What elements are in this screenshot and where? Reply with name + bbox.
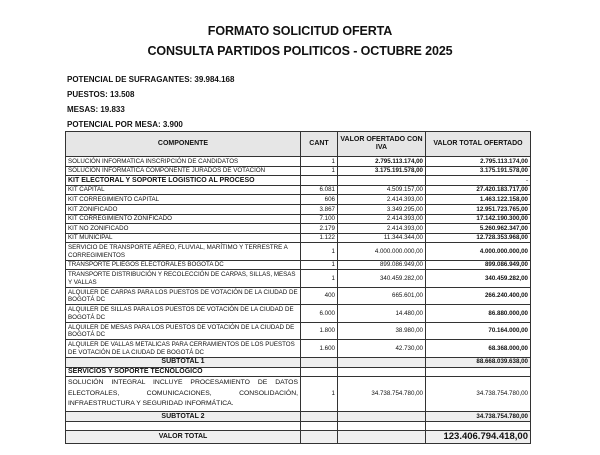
cell-total: 4.000.000.000,00 [426,243,531,261]
cell-componente: SOLUCIÓN INFORMATICA COMPONENTE JURADOS DE VOTACIÓN [66,166,301,176]
cell-total: 899.086.949,00 [426,260,531,270]
subtotal-1-label: SUBTOTAL 1 [66,357,301,367]
section-total: - [426,176,531,186]
table-row [66,340,531,358]
cell-total: 86.880.000,00 [426,305,531,323]
cell-valor: 2.414.393,00 [338,195,426,205]
subtotal-2-row [66,412,531,422]
offer-table [65,131,531,444]
puestos: PUESTOS: 13.508 [67,90,135,99]
column-header-valor-total: VALOR TOTAL OFERTADO [426,132,531,157]
cell-cant: 1.600 [301,340,338,358]
table-row [66,166,531,176]
cell-total: 5.260.962.347,00 [426,224,531,234]
cell-cant: 1 [301,166,338,176]
cell-componente: KIT ZONIFICADO [66,204,301,214]
cell-total: 17.142.190.300,00 [426,214,531,224]
cell-componente: ALQUILER DE VALLAS METALICAS PARA CERRAMIENTOS DE LOS PUESTOS DE VOTACIÓN DE LA CIUDAD DE BOGOTÁ DC [66,340,301,358]
table-row [66,270,531,288]
cell-cant: 1.800 [301,322,338,340]
table-row [66,195,531,205]
table-row [66,260,531,270]
cell-componente: ALQUILER DE MESAS PARA LOS PUESTOS DE VOTACIÓN DE LA CIUDAD DE BOGOTÁ DC [66,322,301,340]
potencial-por-mesa: POTENCIAL POR MESA: 3.900 [67,120,183,129]
mesas: MESAS: 19.833 [67,105,125,114]
cell-valor: 4.000.000.000,00 [338,243,426,261]
section-row-kit-electoral [66,176,531,186]
potencial-sufragantes: POTENCIAL DE SUFRAGANTES: 39.984.168 [67,75,235,84]
cell-componente: KIT CORREGIMIENTO ZONIFICADO [66,214,301,224]
cell-valor: 340.459.282,00 [338,270,426,288]
cell-componente: ALQUILER DE SILLAS PARA LOS PUESTOS DE VOTACIÓN DE LA CIUDAD DE BOGOTÁ DC [66,305,301,323]
cell-valor: 42.730,00 [338,340,426,358]
cell-cant: 1 [301,377,338,412]
cell-valor: 899.086.949,00 [338,260,426,270]
cell-componente: SOLUCIÓN INTEGRAL INCLUYE PROCESAMIENTO DE DATOS ELECTORALES, COMUNICACIONES, CONSOLIDACIÓN, INFRAESTRUCTURA Y SEGURIDAD INFORMÁTICA. [66,377,301,412]
cell-componente: ALQUILER DE CARPAS PARA LOS PUESTOS DE VOTACIÓN DE LA CIUDAD DE BOGOTÁ DC [66,287,301,305]
cell-componente: KIT CAPITAL [66,185,301,195]
table-header-row [66,132,531,157]
column-header-cant: CANT [301,132,338,157]
cell-componente: KIT MUNICIPAL [66,233,301,243]
cell-valor: 14.480,00 [338,305,426,323]
cell-cant: 1 [301,260,338,270]
cell-total: 70.164.000,00 [426,322,531,340]
cell-valor: 3.175.191.578,00 [338,166,426,176]
cell-cant: 2.179 [301,224,338,234]
spacer-row [66,421,531,430]
cell-cant: 6.081 [301,185,338,195]
column-header-valor-ofertado: VALOR OFERTADO CON IVA [338,132,426,157]
cell-cant: 1 [301,157,338,167]
table-row [66,224,531,234]
cell-componente: KIT CORREGIMIENTO CAPITAL [66,195,301,205]
table-row [66,377,531,412]
cell-total: 68.368.000,00 [426,340,531,358]
valor-total-value: 123.406.794.418,00 [426,430,531,443]
cell-cant: 6.000 [301,305,338,323]
valor-total-label: VALOR TOTAL [66,430,301,443]
cell-componente: TRANSPORTE PLIEGOS ELECTORALES BOGOTA DC [66,260,301,270]
subtotal-1-value: 88.668.039.638,00 [426,357,531,367]
cell-cant: 1.122 [301,233,338,243]
cell-componente: KIT NO ZONIFICADO [66,224,301,234]
cell-valor: 665.601,00 [338,287,426,305]
cell-total: 2.795.113.174,00 [426,157,531,167]
cell-valor: 2.414.393,00 [338,214,426,224]
cell-valor: 2.795.113.174,00 [338,157,426,167]
column-header-componente: COMPONENTE [66,132,301,157]
table-row [66,157,531,167]
cell-cant: 400 [301,287,338,305]
cell-total: 266.240.400,00 [426,287,531,305]
table-row [66,233,531,243]
subtotal-1-row [66,357,531,367]
cell-total: 12.728.353.968,00 [426,233,531,243]
cell-componente: SERVICIO DE TRANSPORTE AÉREO, FLUVIAL, MARÍTIMO Y TERRESTRE A CORREGIMIENTOS [66,243,301,261]
table-row [66,185,531,195]
table-row [66,204,531,214]
section-label: SERVICIOS Y SOPORTE TECNOLOGICO [66,367,301,377]
cell-cant: 606 [301,195,338,205]
cell-componente: TRANSPORTE DISTRIBUCIÓN Y RECOLECCIÓN DE CARPAS, SILLAS, MESAS Y VALLAS [66,270,301,288]
cell-valor: 4.509.157,00 [338,185,426,195]
table-row [66,322,531,340]
subtotal-2-value: 34.738.754.780,00 [426,412,531,422]
table-row [66,243,531,261]
cell-cant: 1 [301,270,338,288]
cell-cant: 1 [301,243,338,261]
table-row [66,287,531,305]
cell-valor: 11.344.344,00 [338,233,426,243]
document-subtitle: CONSULTA PARTIDOS POLITICOS - OCTUBRE 2025 [147,44,453,58]
valor-total-row [66,430,531,443]
section-row-servicios-tecnologicos [66,367,531,377]
cell-total: 12.951.723.765,00 [426,204,531,214]
cell-cant: 3.867 [301,204,338,214]
cell-total: 34.738.754.780,00 [426,377,531,412]
table-row [66,214,531,224]
cell-valor: 34.738.754.780,00 [338,377,426,412]
cell-componente: SOLUCIÓN INFORMATICA INSCRIPCIÓN DE CANDIDATOS [66,157,301,167]
cell-valor: 3.349.295,00 [338,204,426,214]
table-row [66,305,531,323]
cell-cant: 7.100 [301,214,338,224]
cell-total: 27.420.183.717,00 [426,185,531,195]
cell-valor: 38.980,00 [338,322,426,340]
document-title: FORMATO SOLICITUD OFERTA [207,24,393,38]
subtotal-2-label: SUBTOTAL 2 [66,412,301,422]
cell-valor: 2.414.393,00 [338,224,426,234]
cell-total: 3.175.191.578,00 [426,166,531,176]
section-label: KIT ELECTORAL Y SOPORTE LOGISTICO AL PROCESO [66,176,301,186]
cell-total: 1.463.122.158,00 [426,195,531,205]
cell-total: 340.459.282,00 [426,270,531,288]
